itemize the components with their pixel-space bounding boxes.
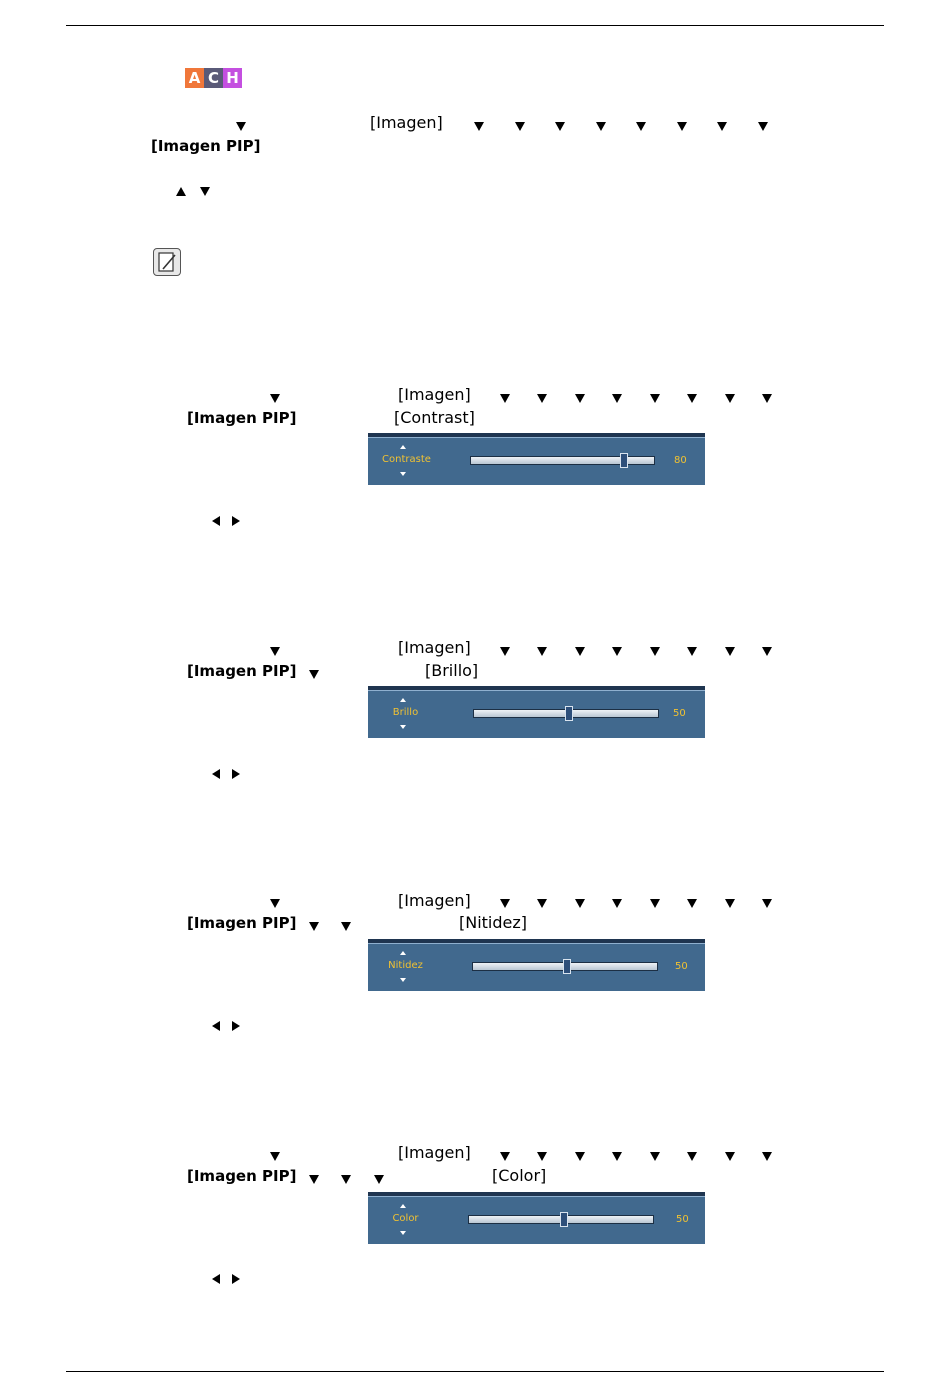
top-rule bbox=[66, 25, 884, 26]
down-arrow-icon bbox=[236, 122, 246, 131]
down-arrow-icon bbox=[677, 122, 687, 131]
slider-value: 50 bbox=[675, 961, 688, 972]
down-arrow-icon bbox=[687, 394, 697, 403]
left-arrow-icon bbox=[212, 516, 220, 526]
down-arrow-icon bbox=[270, 899, 280, 908]
down-arrow-icon bbox=[612, 899, 622, 908]
osd-up-arrow-icon bbox=[400, 445, 406, 449]
down-arrow-icon bbox=[341, 1175, 351, 1184]
down-arrow-icon bbox=[687, 1152, 697, 1161]
down-arrow-icon bbox=[596, 122, 606, 131]
down-arrow-icon bbox=[500, 1152, 510, 1161]
left-arrow-icon bbox=[212, 1274, 220, 1284]
note-icon bbox=[153, 248, 181, 276]
osd-label: Brillo bbox=[392, 707, 419, 718]
imagen-pip-label: [Imagen PIP] bbox=[151, 137, 261, 155]
down-arrow-icon bbox=[725, 647, 735, 656]
osd-color-slider bbox=[368, 1192, 705, 1244]
left-arrow-icon bbox=[212, 1021, 220, 1031]
down-arrow-icon bbox=[762, 647, 772, 656]
osd-up-arrow-icon bbox=[400, 1204, 406, 1208]
down-arrow-icon bbox=[537, 647, 547, 656]
osd-label: Nitidez bbox=[388, 960, 423, 971]
slider-value: 50 bbox=[673, 708, 686, 719]
down-arrow-icon bbox=[687, 899, 697, 908]
up-arrow-icon bbox=[176, 187, 186, 196]
badge-letter-c: C bbox=[204, 68, 223, 88]
slider-thumb[interactable] bbox=[563, 959, 571, 974]
down-arrow-icon bbox=[270, 394, 280, 403]
down-arrow-icon bbox=[725, 394, 735, 403]
slider-thumb[interactable] bbox=[620, 453, 628, 468]
down-arrow-icon bbox=[762, 899, 772, 908]
down-arrow-icon bbox=[515, 122, 525, 131]
down-arrow-icon bbox=[650, 394, 660, 403]
source-badge bbox=[185, 68, 242, 88]
down-arrow-icon bbox=[500, 899, 510, 908]
badge-letter-h: H bbox=[223, 68, 242, 88]
imagen-menu-label: [Imagen] bbox=[398, 638, 471, 657]
down-arrow-icon bbox=[309, 670, 319, 679]
down-arrow-icon bbox=[762, 1152, 772, 1161]
osd-contrast-slider bbox=[368, 433, 705, 485]
submenu-label: [Color] bbox=[492, 1166, 547, 1185]
imagen-menu-label: [Imagen] bbox=[398, 1143, 471, 1162]
down-arrow-icon bbox=[650, 1152, 660, 1161]
down-arrow-icon bbox=[575, 394, 585, 403]
down-arrow-icon bbox=[650, 647, 660, 656]
down-arrow-icon bbox=[650, 899, 660, 908]
osd-down-arrow-icon bbox=[400, 725, 406, 729]
left-arrow-icon bbox=[212, 769, 220, 779]
osd-down-arrow-icon bbox=[400, 472, 406, 476]
down-arrow-icon bbox=[500, 647, 510, 656]
down-arrow-icon bbox=[309, 922, 319, 931]
imagen-menu-label: [Imagen] bbox=[370, 113, 443, 132]
slider-thumb[interactable] bbox=[560, 1212, 568, 1227]
down-arrow-icon bbox=[537, 394, 547, 403]
osd-sharpness-slider bbox=[368, 939, 705, 991]
submenu-label: [Brillo] bbox=[425, 661, 479, 680]
imagen-pip-label: [Imagen PIP] bbox=[187, 914, 297, 932]
down-arrow-icon bbox=[270, 647, 280, 656]
down-arrow-icon bbox=[575, 647, 585, 656]
down-arrow-icon bbox=[636, 122, 646, 131]
osd-brightness-slider bbox=[368, 686, 705, 738]
down-arrow-icon bbox=[612, 647, 622, 656]
down-arrow-icon bbox=[575, 899, 585, 908]
osd-up-arrow-icon bbox=[400, 951, 406, 955]
imagen-menu-label: [Imagen] bbox=[398, 891, 471, 910]
down-arrow-icon bbox=[474, 122, 484, 131]
imagen-pip-label: [Imagen PIP] bbox=[187, 662, 297, 680]
down-arrow-icon bbox=[555, 122, 565, 131]
right-arrow-icon bbox=[232, 769, 240, 779]
osd-down-arrow-icon bbox=[400, 1231, 406, 1235]
submenu-label: [Nitidez] bbox=[459, 913, 528, 932]
down-arrow-icon bbox=[612, 394, 622, 403]
osd-label: Color bbox=[392, 1213, 419, 1224]
down-arrow-icon bbox=[309, 1175, 319, 1184]
badge-letter-a: A bbox=[185, 68, 204, 88]
down-arrow-icon bbox=[612, 1152, 622, 1161]
down-arrow-icon bbox=[537, 1152, 547, 1161]
down-arrow-icon bbox=[341, 922, 351, 931]
down-arrow-icon bbox=[374, 1175, 384, 1184]
down-arrow-icon bbox=[725, 1152, 735, 1161]
osd-up-arrow-icon bbox=[400, 698, 406, 702]
down-arrow-icon bbox=[762, 394, 772, 403]
down-arrow-icon bbox=[200, 187, 210, 196]
osd-label: Contraste bbox=[382, 454, 431, 465]
submenu-label: [Contrast] bbox=[394, 408, 475, 427]
slider-value: 50 bbox=[676, 1214, 689, 1225]
right-arrow-icon bbox=[232, 1274, 240, 1284]
down-arrow-icon bbox=[758, 122, 768, 131]
down-arrow-icon bbox=[687, 647, 697, 656]
imagen-pip-label: [Imagen PIP] bbox=[187, 1167, 297, 1185]
imagen-menu-label: [Imagen] bbox=[398, 385, 471, 404]
down-arrow-icon bbox=[575, 1152, 585, 1161]
osd-down-arrow-icon bbox=[400, 978, 406, 982]
down-arrow-icon bbox=[270, 1152, 280, 1161]
down-arrow-icon bbox=[725, 899, 735, 908]
right-arrow-icon bbox=[232, 516, 240, 526]
down-arrow-icon bbox=[537, 899, 547, 908]
bottom-rule bbox=[66, 1371, 884, 1372]
down-arrow-icon bbox=[717, 122, 727, 131]
slider-value: 80 bbox=[674, 455, 687, 466]
slider-thumb[interactable] bbox=[565, 706, 573, 721]
right-arrow-icon bbox=[232, 1021, 240, 1031]
down-arrow-icon bbox=[500, 394, 510, 403]
imagen-pip-label: [Imagen PIP] bbox=[187, 409, 297, 427]
